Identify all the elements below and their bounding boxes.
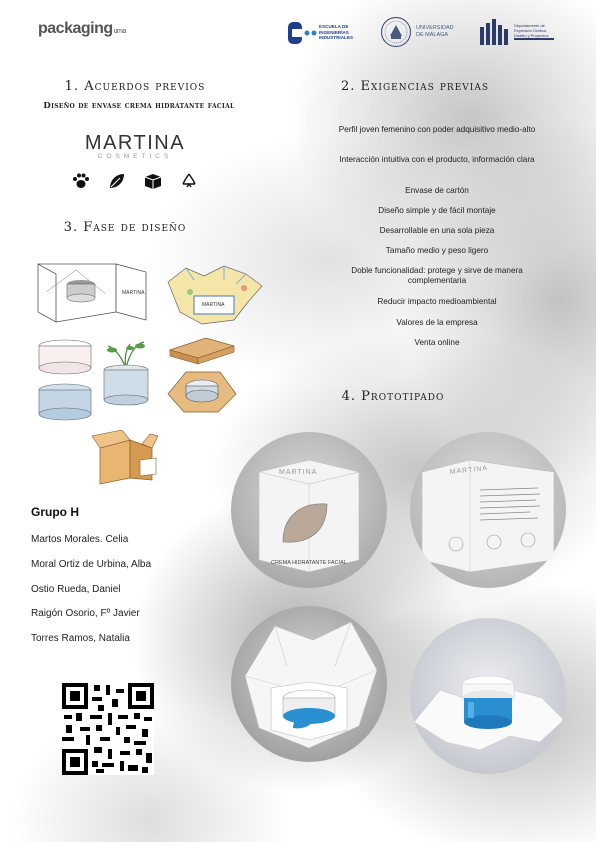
section3-title: 3. Fase de diseño xyxy=(63,220,187,235)
sketch-plant-pot xyxy=(100,338,152,408)
departamento-logo: Departamento de Expresión Gráfica, Diseño y Proyectos xyxy=(480,17,560,47)
requirement-item: Tamaño medio y peso ligero xyxy=(385,246,489,255)
requirement-item: Envase de cartón xyxy=(405,186,469,195)
section1-title: 1. Acuerdos previos xyxy=(64,79,206,94)
svg-text:MARTINA: MARTINA xyxy=(279,469,318,476)
prototype-photo-open-box xyxy=(231,606,387,762)
sketch-jar-sleeves xyxy=(34,336,96,426)
packaging-logo: packaginguma xyxy=(38,20,126,37)
prototype-photo-box-back xyxy=(410,432,566,588)
requirement-item: Doble funcionalidad: protege y sirve de manera complementaria xyxy=(351,266,523,285)
section4-title: 4. Prototipado xyxy=(341,389,445,404)
prototype-photo-jar-tray xyxy=(410,618,566,774)
member-name: Moral Ortiz de Urbina, Alba xyxy=(31,559,152,570)
escuela-logo: ESCUELA DE INGENIERÍAS INDUSTRIALES xyxy=(288,20,358,46)
section2-title: 2. Exigencias previas xyxy=(341,79,489,94)
sketch-cardboard-tray xyxy=(166,336,238,416)
requirement-item: Diseño simple y de fácil montaje xyxy=(378,206,496,215)
member-name: Torres Ramos, Natalia xyxy=(31,633,130,644)
requirement-item: Valores de la empresa xyxy=(396,318,478,327)
group-title: Grupo H xyxy=(31,505,79,519)
sketch-open-box xyxy=(90,430,160,486)
qr-code[interactable] xyxy=(62,683,154,775)
svg-text:MARTINA: MARTINA xyxy=(122,290,145,296)
paw-icon xyxy=(72,172,90,190)
universidad-logo: UNIVERSIDAD DE MÁLAGA xyxy=(380,16,460,48)
martina-brand-logo: MARTINA COSMETICS xyxy=(84,132,186,160)
leaf-icon xyxy=(108,172,126,190)
svg-text:MARTINA: MARTINA xyxy=(202,302,225,308)
member-name: Ostio Rueda, Daniel xyxy=(31,584,121,595)
member-name: Raigón Osorio, Fº Javier xyxy=(31,608,140,619)
svg-text:MARTINA: MARTINA xyxy=(449,465,489,476)
recycle-icon xyxy=(180,172,198,190)
requirement-item: Perfil joven femenino con poder adquisitivo medio-alto xyxy=(338,125,536,134)
brand-values-icons xyxy=(72,170,202,192)
sketch-cube-jar xyxy=(36,262,154,324)
sketch-colored-net xyxy=(164,262,266,328)
svg-text:CREMA HIDRATANTE FACIAL: CREMA HIDRATANTE FACIAL xyxy=(271,560,347,566)
requirement-item: Reducir impacto medioambiental xyxy=(377,297,497,306)
box-icon xyxy=(144,172,162,190)
section1-subtitle: Diseño de envase crema hidratante facial xyxy=(43,101,235,111)
member-name: Martos Morales. Celia xyxy=(31,534,129,545)
requirement-item: Interacción intuitiva con el producto, información clara xyxy=(339,155,535,164)
requirement-item: Desarrollable en una sola pieza xyxy=(379,226,495,235)
requirement-item: Venta online xyxy=(414,338,460,347)
prototype-photo-closed-box xyxy=(231,432,387,588)
